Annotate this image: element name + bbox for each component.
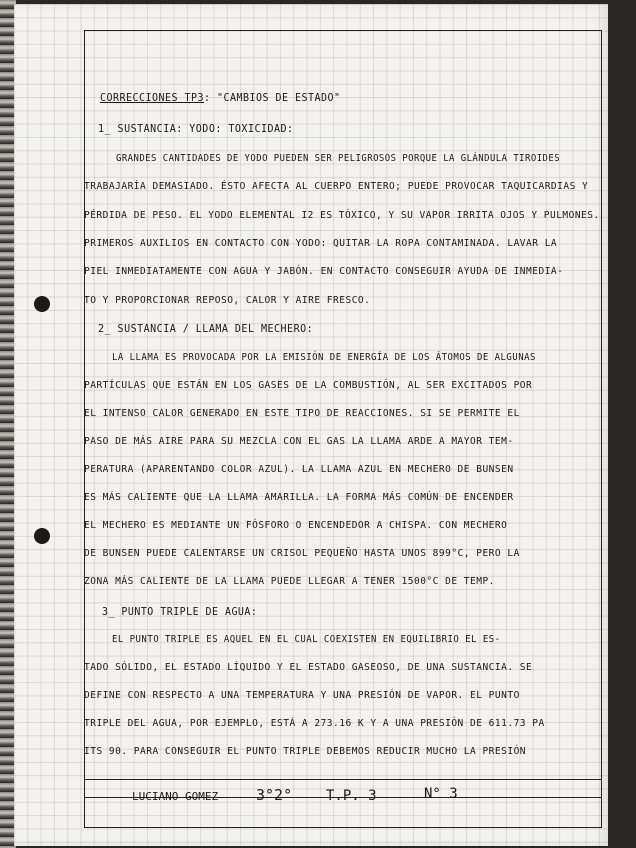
text-line: GRANDES CANTIDADES DE YODO PUEDEN SER PELIGROSOS PORQUE LA GLÁNDULA TIROIDES: [116, 153, 561, 164]
footer-student-name: LUCIANO GOMEZ: [132, 790, 219, 803]
title-text: CORRECCIONES TP3: [100, 92, 204, 104]
text-line: PIEL INMEDIATAMENTE CON AGUA Y JABÓN. EN CONTACTO CONSEGUIR AYUDA DE INMEDIA-: [84, 266, 564, 277]
footer-rule: [85, 779, 601, 780]
text-line: TO Y PROPORCIONAR REPOSO, CALOR Y AIRE FRESCO.: [84, 295, 371, 306]
text-line: DEFINE CON RESPECTO A UNA TEMPERATURA Y UNA PRESIÓN DE VAPOR. EL PUNTO: [84, 690, 520, 701]
section-3-label: 3_ PUNTO TRIPLE DE AGUA:: [102, 606, 258, 618]
text-line: PARTÍCULAS QUE ESTÁN EN LOS GASES DE LA COMBUSTIÓN, AL SER EXCITADOS POR: [84, 380, 533, 391]
page-frame: [84, 30, 602, 828]
text-line: EL PUNTO TRIPLE ES AQUEL EN EL CUAL COEXISTEN EN EQUILIBRIO EL ES-: [112, 634, 501, 645]
text-line: PERATURA (APARENTANDO COLOR AZUL). LA LLAMA AZUL EN MECHERO DE BUNSEN: [84, 464, 514, 475]
text-line: ZONA MÁS CALIENTE DE LA LLAMA PUEDE LLEGAR A TENER 1500°C DE TEMP.: [84, 576, 495, 587]
footer-tp: T.P. 3: [326, 788, 377, 804]
text-line: PRIMEROS AUXILIOS EN CONTACTO CON YODO: QUITAR LA ROPA CONTAMINADA. LAVAR LA: [84, 238, 558, 249]
punch-hole: [34, 296, 50, 312]
text-line: TRIPLE DEL AGUA, POR EJEMPLO, ESTÁ A 273.16 K Y A UNA PRESIÓN DE 611.73 PA: [84, 718, 545, 729]
punch-hole: [34, 528, 50, 544]
text-line: TRABAJARÍA DEMASIADO. ÉSTO AFECTA AL CUERPO ENTERO; PUEDE PROVOCAR TAQUICARDIAS Y: [84, 181, 589, 192]
text-line: ES MÁS CALIENTE QUE LA LLAMA AMARILLA. LA FORMA MÁS COMÚN DE ENCENDER: [84, 492, 514, 503]
footer-course: 3°2°: [256, 786, 293, 804]
text-line: TADO SÓLIDO, EL ESTADO LÍQUIDO Y EL ESTADO GASEOSO, DE UNA SUSTANCIA. SE: [84, 662, 533, 673]
footer-number: N° 3: [424, 786, 458, 802]
text-line: LA LLAMA ES PROVOCADA POR LA EMISIÓN DE ENERGÍA DE LOS ÁTOMOS DE ALGUNAS: [112, 352, 536, 363]
text-line: DE BUNSEN PUEDE CALENTARSE UN CRISOL PEQUEÑO HASTA UNOS 899°C, PERO LA: [84, 548, 520, 559]
subtitle-text: : "CAMBIOS DE ESTADO": [203, 92, 341, 104]
section-1-label: 1_ SUSTANCIA: YODO: TOXICIDAD:: [98, 123, 294, 135]
text-line: EL MECHERO ES MEDIANTE UN FÓSFORO O ENCENDEDOR A CHISPA. CON MECHERO: [84, 520, 508, 531]
section-2-label: 2_ SUSTANCIA / LLAMA DEL MECHERO:: [98, 323, 314, 335]
text-line: ITS 90. PARA CONSEGUIR EL PUNTO TRIPLE DEBEMOS REDUCIR MUCHO LA PRESIÓN: [84, 746, 527, 757]
text-line: PASO DE MÁS AIRE PARA SU MEZCLA CON EL GAS LA LLAMA ARDE A MAYOR TEM-: [84, 436, 514, 447]
text-line: EL INTENSO CALOR GENERADO EN ESTE TIPO DE REACCIONES. SI SE PERMITE EL: [84, 408, 520, 419]
page-title: [100, 92, 600, 104]
text-line: PÉRDIDA DE PESO. EL YODO ELEMENTAL I2 ES TÓXICO, Y SU VAPOR IRRITA OJOS Y PULMONES.: [84, 210, 600, 221]
